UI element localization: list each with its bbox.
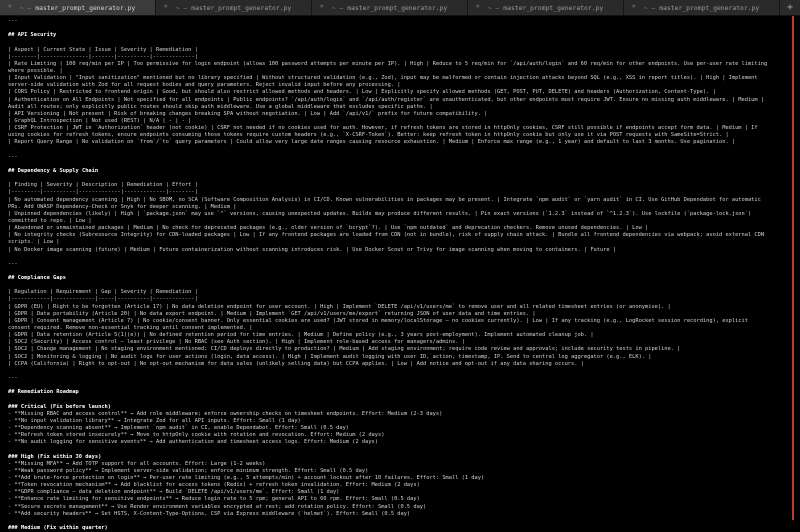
text-line: | No Docker image scanning (future) | Medium | Future containerization without scanning introduces risk. | Use Docker Scout or Trivy for image scanning when moving to containers. | Future | — [8, 246, 617, 253]
close-icon[interactable]: × — [164, 3, 168, 10]
text-line: - **Enhance rate limiting for sensitive endpoints** → Reduce login rate to 5 rpm; general API to 60 rpm. Effort: Small (0.5 day) — [8, 496, 420, 503]
text-line: | API Versioning | Not present | Risk of breaking changes breaking SPA without negotiation. | Low | Add `/api/v1/` prefix for future compatibility. | — [8, 110, 488, 117]
text-line — [8, 254, 790, 261]
text-line: - **Add security headers** → Set HSTS, X-Content-Type-Options, CSP via Express middleware (`helmet`). Effort: Small (0.5 day) — [8, 510, 411, 517]
text-line: | Rate Limiting | 100 req/min per IP | Too permissive for login endpoint (allows 100 password attempts per minute per IP). | High | Reduce to 5 req/min for `/api/auth/login` and 60 req/min for other endpoints. Use per-user rate limiting — [8, 60, 768, 67]
text-line — [8, 25, 790, 32]
scrollbar[interactable] — [792, 16, 794, 520]
text-line: - **Missing MFA** → Add TOTP support for all accounts. Effort: Large (1-2 weeks) — [8, 460, 266, 467]
text-line: --- — [8, 375, 18, 382]
section-heading: ## API Security — [8, 32, 57, 39]
text-line: - **Token revocation mechanism** → Add blacklist for access tokens (Redis) + refresh token invalidation. Effort: Medium (2 days) — [8, 482, 420, 489]
text-line: | GDPR | Data retention (Article 5(1)(e)) | No defined retention period for time entries. | Medium | Define policy (e.g., 3 years post-employment). Implement automated cleanup job. | — [8, 332, 594, 339]
tab-2[interactable] — [156, 0, 312, 15]
tab-label: master_prompt_generator.py — [191, 3, 292, 12]
close-icon[interactable]: × — [632, 3, 636, 10]
text-line — [8, 382, 790, 389]
text-line: |---------|----------|-------------|-------------|--------| — [8, 189, 198, 196]
text-line: Audit all routes; only explicitly public routes should skip auth middleware. Use a global middleware that excludes specific paths. | — [8, 103, 433, 110]
text-line: | CSRF Protection | JWT in `Authorization` header (not cookie) | CSRF not needed if no cookies used for auth. However, if refresh tokens are stored in httpOnly cookies, CSRF still possible if endpoints accept form data. | Medium | If — [8, 125, 758, 132]
tab-4[interactable] — [468, 0, 624, 15]
text-line: |--------|---------------|-------|----------|-------------| — [8, 53, 198, 60]
text-line: | GraphQL Introspection | Not used (REST) | N/A | - | - | — [8, 117, 192, 124]
text-line: | GDPR (EU) | Right to be forgotten (Article 17) | No data deletion endpoint for user account. | High | Implement `DELETE /api/v1/users/me` to remove user and all related timesheet entries (or anonymise). | — [8, 303, 671, 310]
tab-prefix: ~ — — [487, 3, 500, 12]
close-icon[interactable]: × — [476, 3, 480, 10]
text-line: | Abandoned or unmaintained packages | Medium | No check for deprecated packages (e.g., older version of `bcrypt`?). | Use `npm outdated` and deprecation checkers. Remove unused dependencies. | Low | — [8, 225, 649, 232]
tab-5[interactable] — [624, 0, 780, 15]
text-line: | Aspect | Current State | Issue | Severity | Remediation | — [8, 46, 198, 53]
text-line: | CCPA (California) | Right to opt-out | No opt-out mechanism for data sales (unlikely selling data) but CCPA applies. | Low | Add notice and opt-out if any data sharing occurs. | — [8, 360, 584, 367]
tab-prefix: ~ — — [643, 3, 656, 12]
text-line: | Authentication on All Endpoints | Not specified for all endpoints | Public endpoints? `/api/auth/login` and `/api/auth/register` are unauthenticated, but other endpoints must require JWT. Ensure no missing auth middleware. | Medium | — [8, 96, 765, 103]
text-line: --- — [8, 260, 18, 267]
text-line: | SOC2 (Security) | Access control – least privilege | No RBAC (see Auth section). | High | Implement role-based access for managers/admins. | — [8, 339, 465, 346]
tab-label: master_prompt_generator.py — [347, 3, 448, 12]
text-line: - **Dependency scanning absent** → Implement `npm audit` in CI, enable Dependabot. Effort: Small (0.5 day) — [8, 425, 350, 432]
text-line: | SOC2 | Change management | No staging environment mentioned; CI/CD deploys directly to production? | Medium | Add staging environment; require code review and approvals; include security tests in pipeline. | — [8, 346, 681, 353]
text-line: | SOC2 | Monitoring & logging | No audit logs for user actions (login, data access). | High | Implement audit logging with user ID, action, timestamp, IP. Send to central log aggregator (e.g., ELK). | — [8, 353, 652, 360]
text-line: - **Secure secrets management** → Use Render environment variables encrypted at rest; add rotation policy. Effort: Small (0.5 day) — [8, 503, 427, 510]
section-heading: ## Remediation Roadmap — [8, 389, 79, 396]
text-line — [8, 175, 790, 182]
text-line: --- — [8, 18, 18, 24]
text-line: | No automated dependency scanning | High | No SBOM, no SCA (Software Composition Analysis) in CI/CD. Known vulnerabilities in packages may be present. | Integrate `npm audit` or `yarn audit` in CI. Use GitHub Dependabot for automatic — [8, 196, 761, 203]
text-line: | No integrity checks (Subresource Integrity) for CDN-loaded packages | Low | If any frontend packages are loaded from CDN (not in bundle), risk of supply chain attack. | Bundle all frontend dependencies via webpack; avoid external CDN — [8, 232, 765, 239]
text-line: where possible. | — [8, 67, 63, 74]
text-line: | Finding | Severity | Description | Remediation | Effort | — [8, 182, 198, 189]
text-line — [8, 446, 790, 453]
text-line: using cookies for refresh tokens, ensure endpoints consuming those tokens require custom headers (e.g., `X-CSRF-Token`). Better: keep refresh token in httpOnly cookie but only use it via POST requests with SameSite=Strict. | — [8, 132, 729, 139]
tab-1[interactable] — [0, 0, 156, 15]
text-line: | CORS Policy | Restricted to frontend origin | Good, but should also restrict allowed methods and headers. | Low | Explicitly specify allowed methods (GET, POST, PUT, DELETE) and headers (Authorization, Content-Type). | — [8, 89, 716, 96]
editor-content[interactable] — [8, 18, 790, 531]
section-heading: ## Compliance Gaps — [8, 275, 66, 282]
text-line: consent required. Remove non-essential tracking until consent implemented. | — [8, 325, 253, 332]
section-heading: ### Medium (Fix within quarter) — [8, 524, 108, 531]
text-line — [8, 147, 790, 154]
text-line — [8, 518, 790, 525]
tab-label: master_prompt_generator.py — [503, 3, 604, 12]
text-line: | Unpinned dependencies (likely) | High | `package.json` may use `^` versions, causing unexpected updates. Builds may produce different results. | Pin exact versions (`1.2.3` instead of `^1.2.3`). Use lockfile (`package-lock.json`) — [8, 210, 752, 217]
text-line: - **Weak password policy** → Implement server-side validation; enforce minimum strength. Effort: Small (0.5 day) — [8, 467, 369, 474]
close-icon[interactable]: × — [8, 3, 12, 10]
text-line — [8, 396, 790, 403]
section-heading: ## Dependency & Supply Chain — [8, 167, 99, 174]
text-line — [8, 282, 790, 289]
tab-prefix: ~ — — [331, 3, 344, 12]
tab-label: master_prompt_generator.py — [35, 3, 136, 12]
tab-label: master_prompt_generator.py — [659, 3, 760, 12]
text-line: - **Add brute-force protection on login** → Per-user rate limiting (e.g., 5 attempts/min) + account lockout after 10 failures. Effort: Small (1 day) — [8, 475, 485, 481]
text-line — [8, 161, 790, 168]
tab-prefix: ~ — — [19, 3, 32, 12]
text-line: |------------|-------------|-----|----------|-------------| — [8, 296, 198, 303]
tab-prefix: ~ — — [175, 3, 188, 12]
text-line — [8, 368, 790, 375]
new-tab-button[interactable]: + — [786, 2, 794, 13]
text-line: | GDPR | Consent management (Article 7) | No cookie/consent banner. Only essential cookies are used? (JWT stored in memory/localStorage – no cookies currently). | Low | If any tracking (e.g., LogRocket session recording), explicit — [8, 317, 748, 324]
text-line: - **No audit logging for sensitive events** → Add authentication and timesheet access logs. Effort: Medium (2 days) — [8, 439, 378, 446]
text-line — [8, 268, 790, 275]
text-line: PRs. Add OWASP Dependency-Check or Snyk for deeper scanning. | Medium | — [8, 203, 237, 210]
text-line: | Report Query Range | No validation on `from`/`to` query parameters | Could allow very large date ranges causing resource exhaustion. | Medium | Enforce max range (e.g., 1 year) and default to last 3 months. Use pagination. | — [8, 139, 736, 146]
text-line — [8, 39, 790, 46]
text-line: --- — [8, 153, 18, 160]
close-icon[interactable]: × — [320, 3, 324, 10]
text-line: server-side validation with Zod for all request bodies and query parameters. Reject invalid input before any processing. | — [8, 82, 401, 89]
text-line: - **No input validation library** → Integrate Zod for all API inputs. Effort: Small (1 day) — [8, 417, 301, 424]
text-line: - **Missing RBAC and access control** → Add role middleware; enforce ownership checks on timesheet endpoints. Effort: Medium (2-3 days) — [8, 410, 443, 417]
tab-bar — [0, 0, 800, 16]
text-line: | GDPR | Data portability (Article 20) | No data export endpoint. | Medium | Implement `GET /api/v1/users/me/export` returning JSON of user data and time entries. | — [8, 310, 536, 317]
tab-3[interactable] — [312, 0, 468, 15]
text-line: | Regulation | Requirement | Gap | Severity | Remediation | — [8, 289, 198, 296]
text-line: | Input Validation | "Input sanitization" mentioned but no library specified | Without structured validation (e.g., Zod), input may be malformed or contain injection attacks beyond SQL (e.g., XSS in report titles). | High | Implement — [8, 75, 758, 82]
text-line: - **Refresh token stored insecurely** → Move to httpOnly cookie with rotation and revocation. Effort: Medium (2 days) — [8, 432, 385, 439]
text-line: committed to repo. | Low | — [8, 217, 92, 224]
text-line: - **GDPR compliance – data deletion endpoint** → Build `DELETE /api/v1/users/me`. Effort: Small (1 day) — [8, 489, 340, 496]
section-heading: ### High (Fix within 30 days) — [8, 453, 102, 460]
section-heading: ### Critical (Fix before launch) — [8, 403, 111, 410]
text-line: scripts. | Low | — [8, 239, 60, 246]
